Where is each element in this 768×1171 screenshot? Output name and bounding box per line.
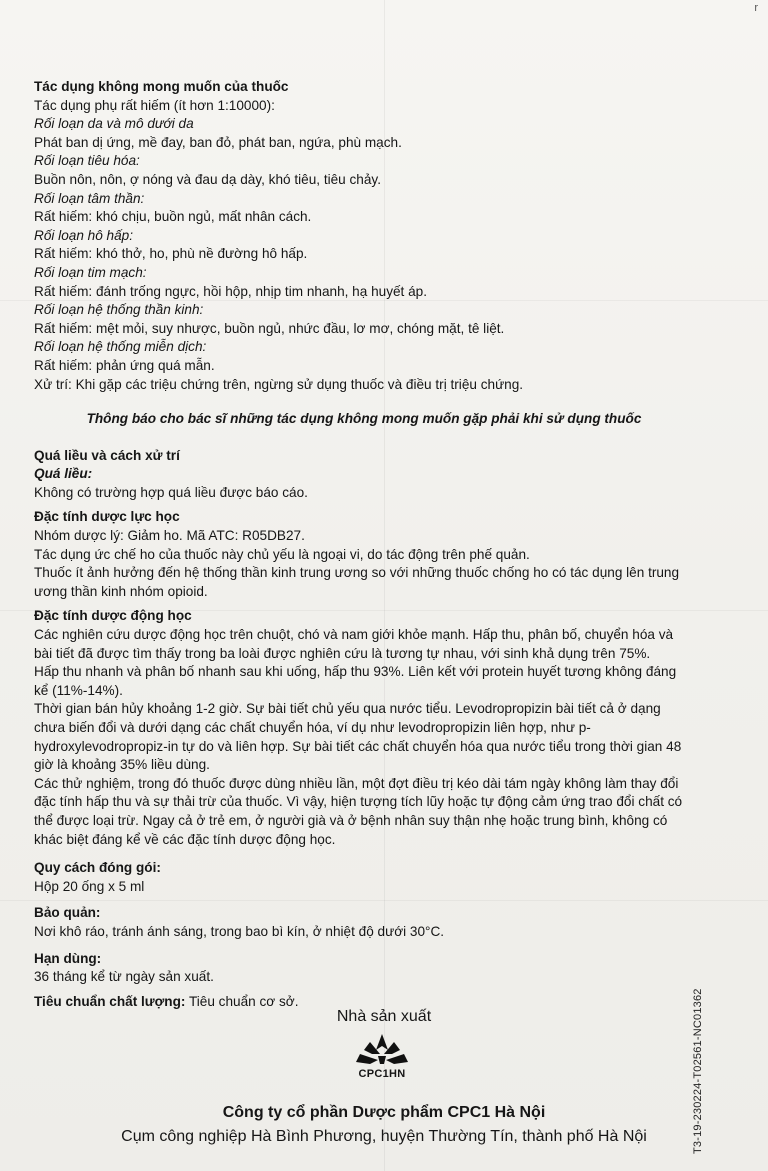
pharmacodynamics-line: Thuốc ít ảnh hưởng đến hệ thống thần kinh trung ương so với những thuốc chống ho có tác dụng lên trung ương thần kinh nhóm opioid.	[34, 565, 680, 599]
doctor-notice: Thông báo cho bác sĩ những tác dụng không mong muốn gặp phải khi sử dụng thuốc	[86, 411, 642, 427]
pharmacokinetics-paragraph: Hấp thu nhanh và phân bố nhanh sau khi uống, hấp thu 93%. Liên kết với protein huyết tương không đáng kể (11%-14%).	[34, 664, 677, 698]
side-effect-category: Rối loạn hệ thống thần kinh:	[34, 302, 204, 318]
company-address: Cụm công nghiệp Hà Bình Phương, huyện Thường Tín, thành phố Hà Nội	[121, 1128, 647, 1145]
side-effect-text: Rất hiếm: khó chịu, buồn ngủ, mất nhân cách.	[34, 209, 312, 225]
section-heading-shelf-life: Hạn dùng:	[34, 950, 102, 966]
section-heading-pharmacodynamics: Đặc tính dược lực học	[34, 509, 180, 525]
manufacturer-label: Nhà sản xuất	[336, 1008, 432, 1025]
packaging-text: Hộp 20 ống x 5 ml	[34, 878, 145, 894]
side-effect-category: Rối loạn tim mạch:	[34, 264, 147, 280]
pharmacodynamics-line: Nhóm dược lý: Giảm ho. Mã ATC: R05DB27.	[34, 528, 305, 544]
side-effect-text: Rất hiếm: đánh trống ngực, hồi hộp, nhịp tim nhanh, hạ huyết áp.	[34, 283, 428, 299]
side-effect-category: Rối loạn tâm thần:	[34, 190, 145, 206]
section-heading-packaging: Quy cách đóng gói:	[34, 860, 161, 876]
company-name: Công ty cổ phần Dược phẩm CPC1 Hà Nội	[222, 1104, 546, 1121]
side-effects-intro: Tác dụng phụ rất hiếm (ít hơn 1:10000):	[34, 97, 275, 113]
pharmacodynamics-line: Tác dụng ức chế ho của thuốc này chủ yếu là ngoại vi, do tác động trên phế quản.	[34, 546, 530, 562]
side-effect-category: Rối loạn tiêu hóa:	[34, 153, 140, 169]
pharmacokinetics-paragraph: Các thử nghiệm, trong đó thuốc được dùng nhiều lần, một đợt điều trị kéo dài tám ngày không làm thay đổi đặc tính hấp thu và sự thải trừ của thuốc. Vì vậy, hiện tượng tích lũy hoặc tự động cảm ứng trao đổi chất có thể được loại trừ. Ngay cả ở trẻ em, ở người già và ở bệnh nhân suy thận nhẹ hoặc trung bình, không có khác biệt đáng kể về các đặc tính dược động học.	[34, 775, 683, 847]
storage-text: Nơi khô ráo, tránh ánh sáng, trong bao bì kín, ở nhiệt độ dưới 30°C.	[34, 923, 445, 939]
cpc1hn-logo	[348, 1032, 416, 1086]
logo-text: CPC1HN	[358, 1068, 406, 1080]
overdose-subheading: Quá liều:	[34, 466, 93, 482]
side-effect-category: Rối loạn da và mô dưới da	[34, 116, 194, 132]
corner-mark: r	[754, 2, 758, 14]
side-effect-text: Rất hiếm: phản ứng quá mẫn.	[34, 357, 215, 373]
batch-code: T3-19-230224-T02561-NC01362	[692, 988, 704, 1154]
overdose-text: Không có trường hợp quá liều được báo cáo.	[34, 484, 308, 500]
side-effect-category: Rối loạn hệ thống miễn dịch:	[34, 339, 207, 355]
pharmacokinetics-paragraph: Thời gian bán hủy khoảng 1-2 giờ. Sự bài tiết chủ yếu qua nước tiểu. Levodropropizin bài tiết cả ở dạng chưa biến đổi và dưới dạng các chất chuyển hóa, ví dụ như levodropropizin liên hợp, như p-hydroxylevodropropiz-in tự do và liên hợp. Sự bài tiết các chất chuyển hóa qua nước tiểu trong thời gian 48 giờ là khoảng 35% liều dùng.	[34, 701, 682, 773]
leaflet-content	[34, 78, 694, 1011]
section-heading-overdose: Quá liều và cách xử trí	[34, 447, 180, 463]
shelf-life-text: 36 tháng kể từ ngày sản xuất.	[34, 969, 214, 985]
section-heading-storage: Bảo quản:	[34, 905, 101, 921]
pharmacokinetics-paragraph: Các nghiên cứu dược động học trên chuột, chó và nam giới khỏe mạnh. Hấp thu, phân bố, chuyển hóa và bài tiết đã được tìm thấy trong ba loài được nghiên cứu là tương tự nhau, với sinh khả dụng trên 75%.	[34, 627, 674, 661]
side-effect-text: Buồn nôn, nôn, ợ nóng và đau dạ dày, khó tiêu, tiêu chảy.	[34, 171, 381, 187]
side-effects-management: Xử trí: Khi gặp các triệu chứng trên, ngừng sử dụng thuốc và điều trị triệu chứng.	[34, 376, 524, 392]
section-heading-pharmacokinetics: Đặc tính dược động học	[34, 608, 192, 624]
side-effect-text: Rất hiếm: mệt mỏi, suy nhược, buồn ngủ, nhức đầu, lơ mơ, chóng mặt, tê liệt.	[34, 320, 505, 336]
side-effect-category: Rối loạn hô hấp:	[34, 227, 134, 243]
section-heading-standard: Tiêu chuẩn chất lượng:	[34, 993, 186, 1009]
section-heading-side-effects: Tác dụng không mong muốn của thuốc	[34, 79, 289, 94]
side-effect-text: Phát ban dị ứng, mề đay, ban đỏ, phát ban, ngứa, phù mạch.	[34, 134, 402, 150]
standard-text: Tiêu chuẩn cơ sở.	[188, 993, 299, 1009]
side-effect-text: Rất hiếm: khó thở, ho, phù nề đường hô hấp.	[34, 246, 308, 262]
